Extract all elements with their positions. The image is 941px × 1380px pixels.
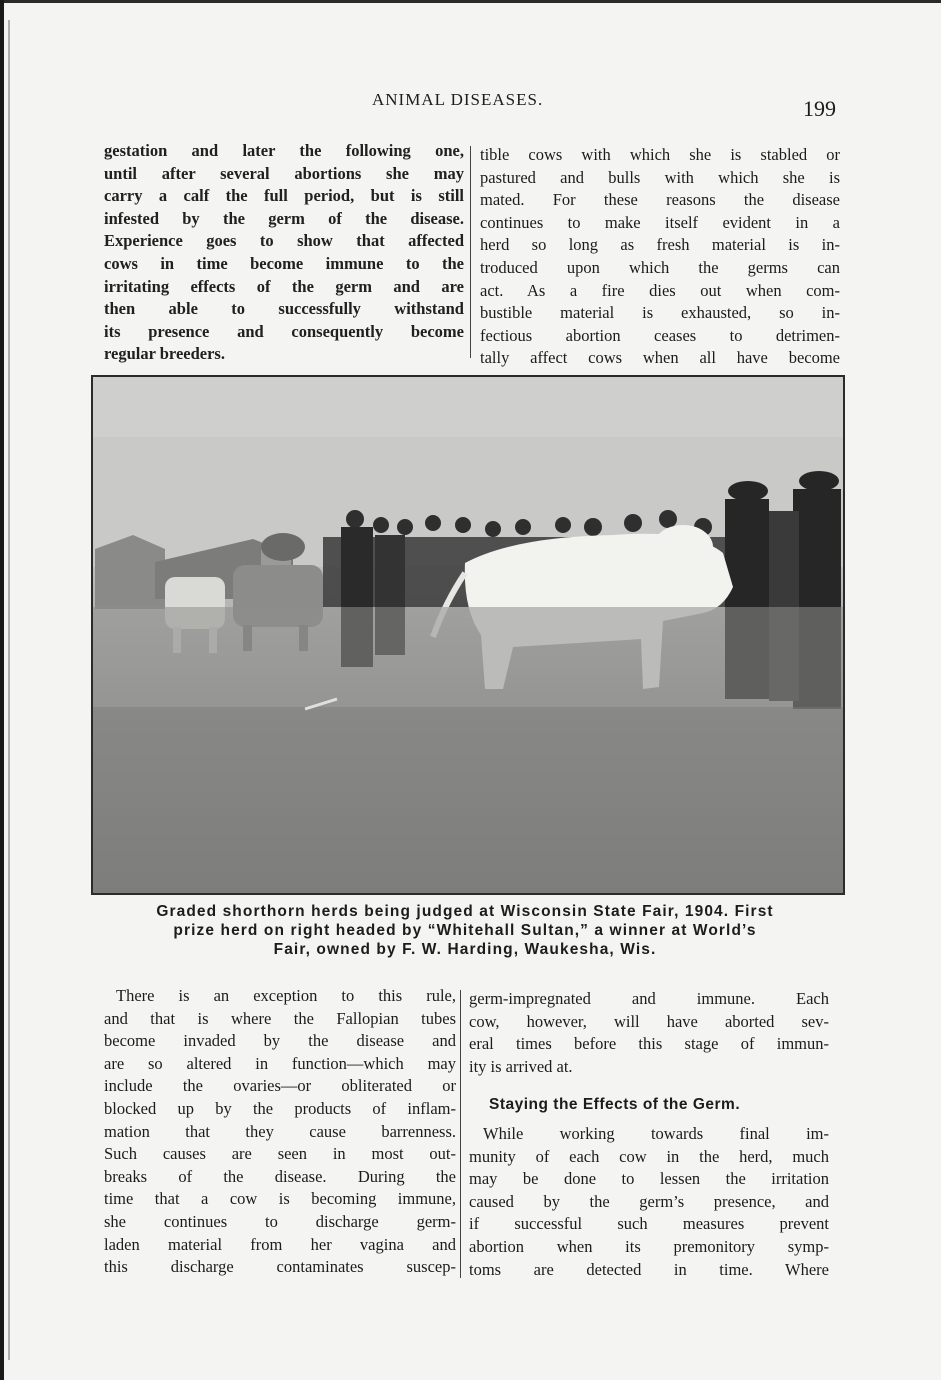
text-line: tible cows with which she is stabled or	[480, 145, 840, 164]
text-line: While working towards final im-	[483, 1123, 829, 1143]
bottom-right-column	[469, 988, 829, 1281]
section-subheading: Staying the Effects of the Germ.	[489, 1096, 741, 1114]
cattle-photograph	[91, 375, 845, 895]
page-top-edge	[0, 0, 941, 3]
figure-caption	[94, 902, 836, 959]
barn-left	[95, 535, 165, 609]
text-line: are so altered in function—which may	[104, 1053, 456, 1073]
text-line: Such causes are seen in most out-	[104, 1144, 456, 1164]
text-line: troduced upon which the germs can	[480, 257, 840, 277]
text-line: act. As a fire dies out when com-	[480, 280, 840, 300]
text-line: and that is where the Fallopian tubes	[104, 1008, 456, 1028]
text-line: cow, however, will have aborted sev-	[469, 1011, 829, 1031]
text-line: irritating effects of the germ and are	[104, 276, 464, 296]
text-line: this discharge contaminates suscep-	[104, 1257, 456, 1277]
text-line: germ-impregnated and immune. Each	[469, 989, 829, 1008]
text-line: blocked up by the products of inflam-	[104, 1098, 456, 1118]
caption-line: Fair, owned by F. W. Harding, Waukesha, Wis.	[273, 941, 657, 958]
text-line: cows in time become immune to the	[104, 253, 464, 273]
text-line: tally affect cows when all have become	[480, 348, 840, 368]
text-line: time that a cow is becoming immune,	[104, 1189, 456, 1209]
top-left-column	[104, 140, 464, 366]
text-line: herd so long as fresh material is in-	[480, 235, 840, 255]
text-line: become invaded by the disease and	[104, 1031, 456, 1051]
page-binding-shadow	[8, 20, 10, 1360]
text-line: mation that they cause barrenness.	[104, 1121, 456, 1141]
text-line: mated. For these reasons the disease	[480, 190, 840, 210]
text-line: There is an exception to this rule,	[116, 986, 456, 1005]
text-line: eral times before this stage of immun-	[469, 1034, 829, 1054]
text-line: breaks of the disease. During the	[104, 1166, 456, 1186]
text-line: Experience goes to show that affected	[104, 231, 464, 251]
column-rule-bottom	[460, 990, 461, 1278]
page-binding-edge	[0, 0, 4, 1380]
top-right-column	[480, 144, 840, 370]
caption-line: Graded shorthorn herds being judged at Wisconsin State Fair, 1904. First	[156, 903, 774, 920]
text-line: if successful such measures prevent	[469, 1214, 829, 1234]
text-line: infested by the germ of the disease.	[104, 208, 464, 228]
text-line: she continues to discharge germ-	[104, 1211, 456, 1231]
running-head: ANIMAL DISEASES.	[372, 90, 544, 109]
text-line: caused by the germ’s presence, and	[469, 1191, 829, 1211]
text-line: until after several abortions she may	[104, 163, 464, 183]
photo-illustration	[93, 377, 843, 893]
text-line: munity of each cow in the herd, much	[469, 1146, 829, 1166]
text-line: toms are detected in time. Where	[469, 1259, 829, 1279]
text-line: ity is arrived at.	[469, 1056, 573, 1076]
tree	[261, 533, 305, 561]
text-line: its presence and consequently become	[104, 321, 464, 341]
text-line: then able to successfully withstand	[104, 299, 464, 319]
photo-sky-haze	[93, 377, 843, 437]
text-line: may be done to lessen the irritation	[469, 1169, 829, 1189]
text-line: include the ovaries—or obliterated or	[104, 1076, 456, 1096]
text-line: carry a calf the full period, but is still	[104, 186, 464, 206]
column-rule-top	[470, 146, 471, 358]
page-number: 199	[803, 96, 836, 121]
text-line: regular breeders.	[104, 344, 225, 364]
text-line: abortion when its premonitory symp-	[469, 1236, 829, 1256]
text-line: fectious abortion ceases to detrimen-	[480, 325, 840, 345]
text-line: gestation and later the following one,	[104, 141, 464, 160]
text-line: continues to make itself evident in a	[480, 212, 840, 232]
caption-line: prize herd on right headed by “Whitehall Sultan,” a winner at World’s	[173, 922, 757, 939]
bottom-left-column	[104, 985, 456, 1279]
text-line: pastured and bulls with which she is	[480, 167, 840, 187]
photo-grass-foreground	[93, 707, 843, 893]
text-line: laden material from her vagina and	[104, 1234, 456, 1254]
text-line: bustible material is exhausted, so in-	[480, 303, 840, 323]
